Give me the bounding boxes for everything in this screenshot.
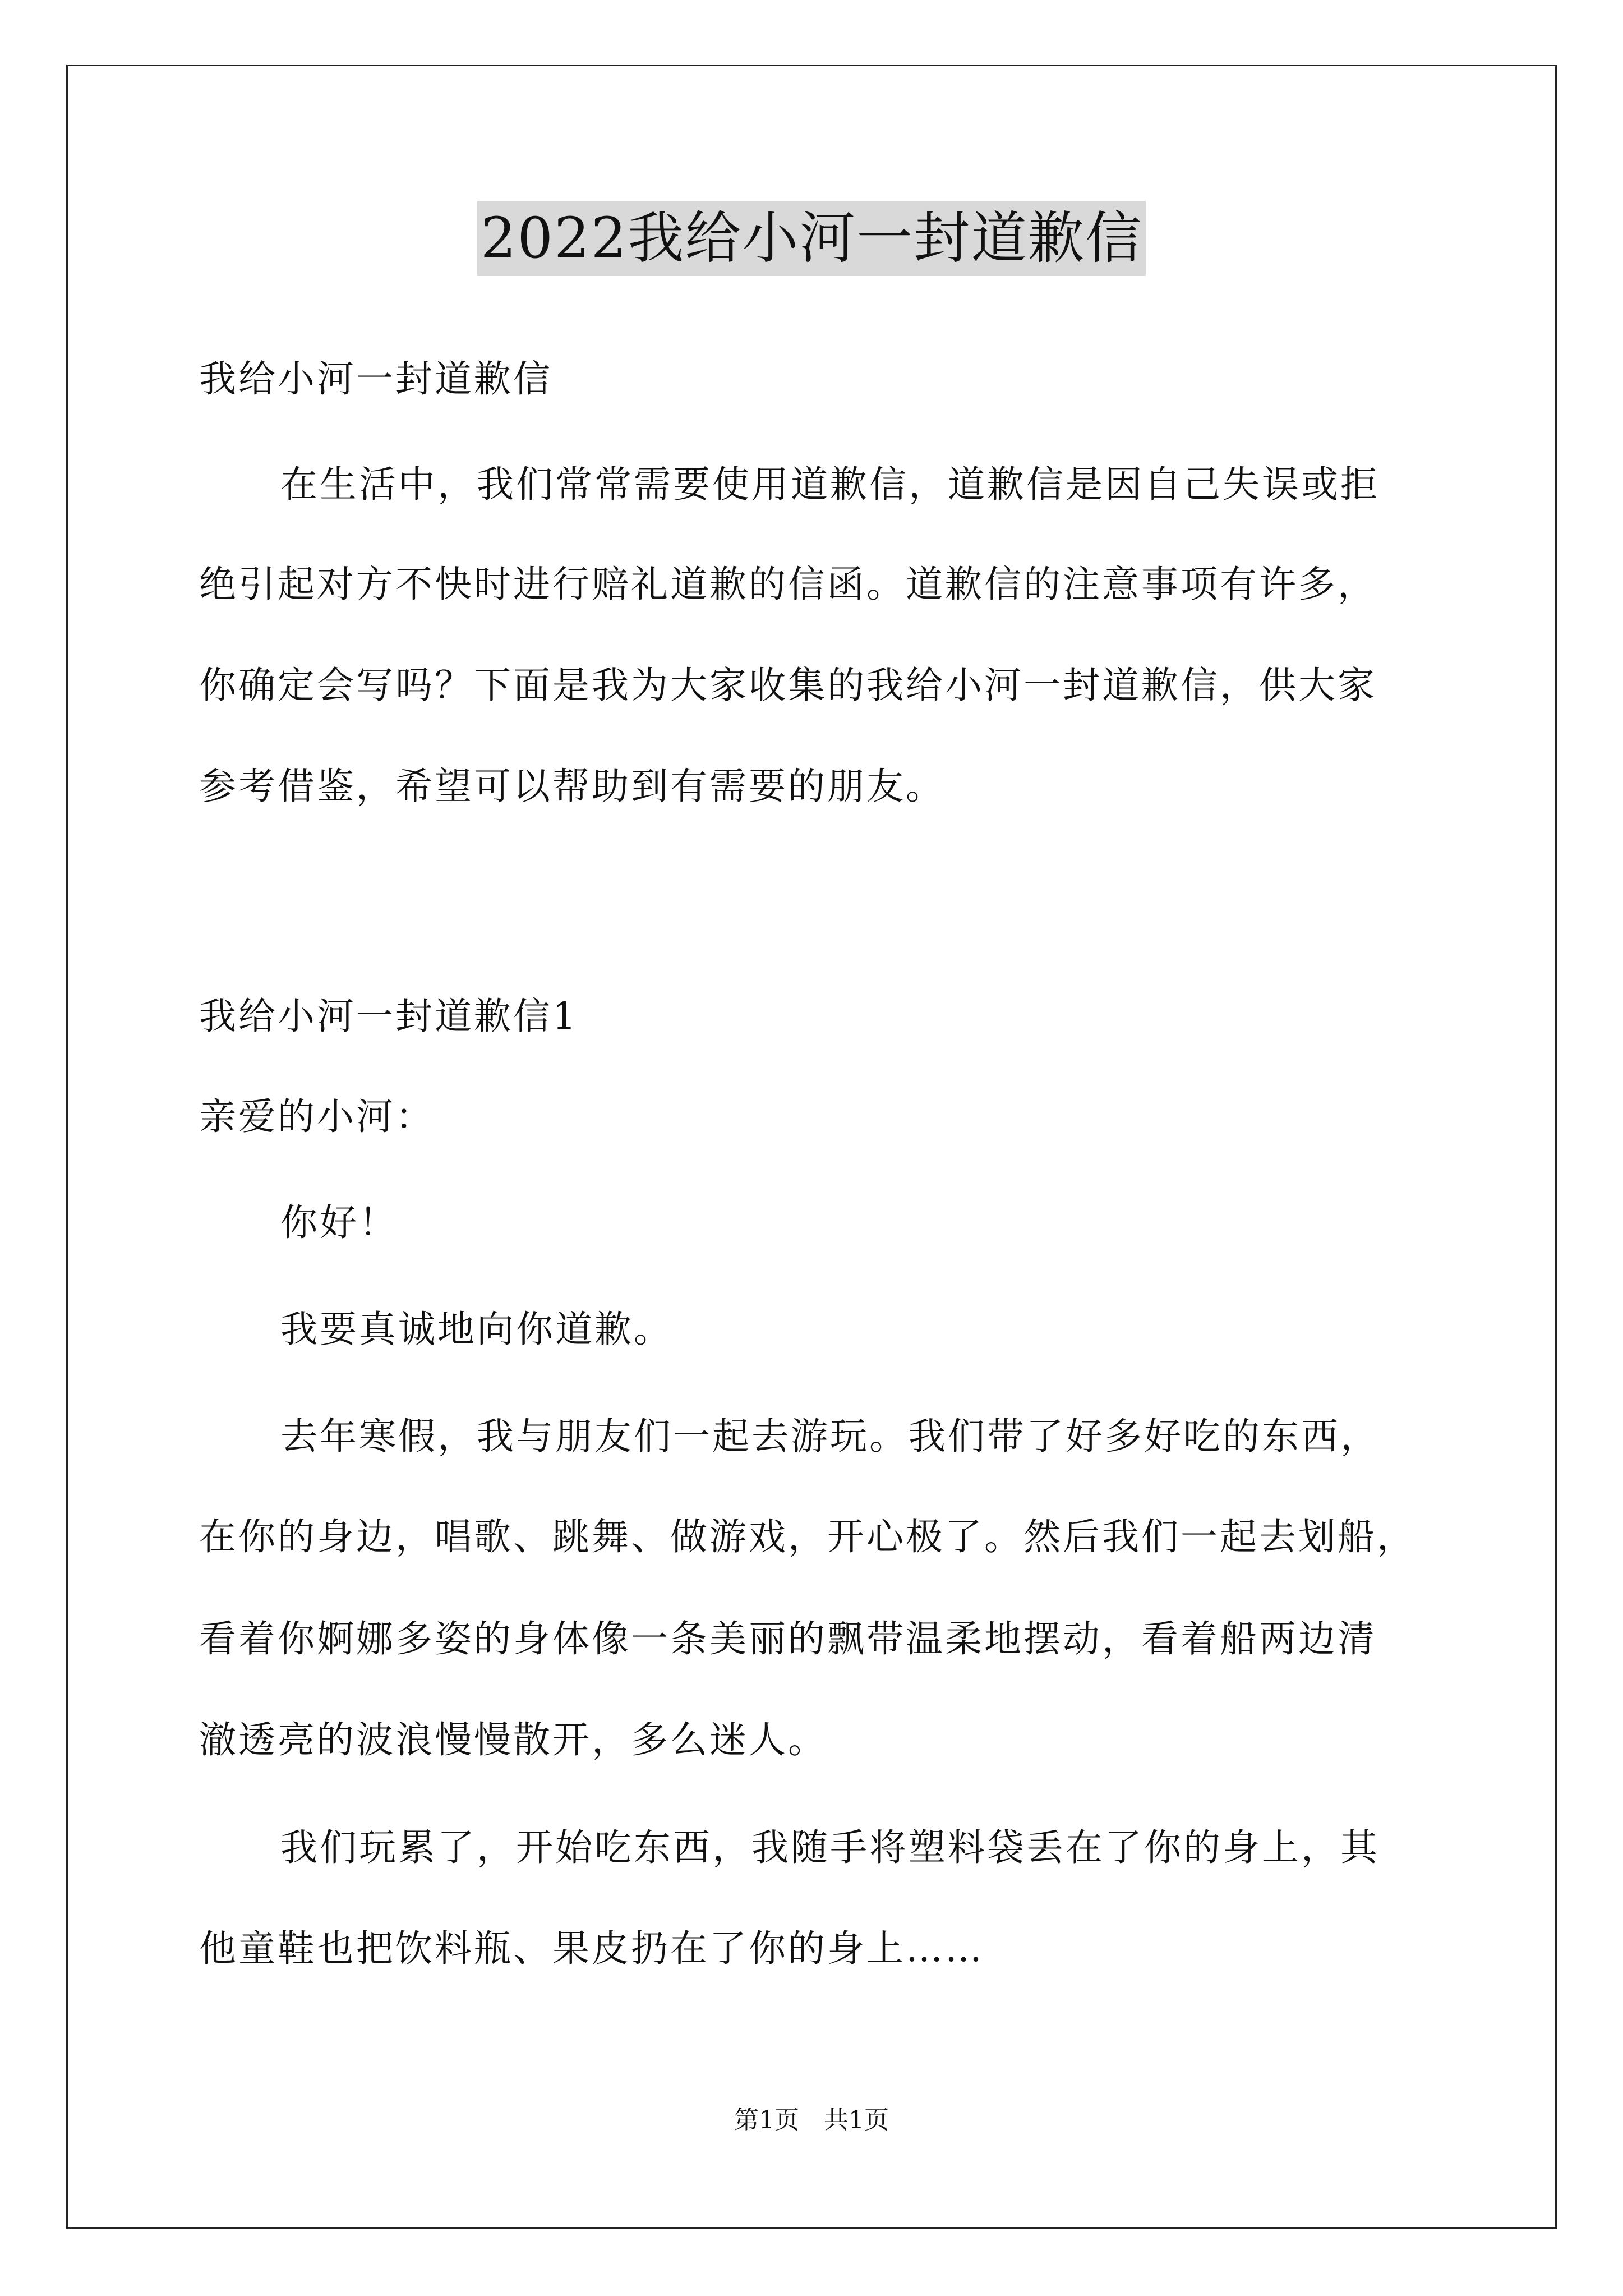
intro-line-4: 参考借鉴，希望可以帮助到有需要的朋友。 [199,765,945,808]
letter-paragraph-1: 我要真诚地向你道歉。 [280,1308,673,1351]
page-footer: 第1页 共1页 [734,2106,889,2134]
intro-line-2: 绝引起对方不快时进行赔礼道歉的信函。道歉信的注意事项有许多， [199,563,1377,606]
document-title: 2022我给小河一封道歉信 [477,201,1146,276]
letter-p2-line-2: 在你的身边，唱歌、跳舞、做游戏，开心极了。然后我们一起去划船， [199,1515,1416,1558]
letter-p2-line-1: 去年寒假，我与朋友们一起去游玩。我们带了好多好吃的东西， [280,1415,1380,1458]
letter-greeting: 你好！ [280,1201,398,1244]
letter-heading: 我给小河一封道歉信1 [199,995,578,1038]
letter-p3-line-1: 我们玩累了，开始吃东西，我随手将塑料袋丢在了你的身上，其 [280,1826,1380,1869]
intro-line-1: 在生活中，我们常常需要使用道歉信，道歉信是因自己失误或拒 [280,463,1380,506]
letter-p2-line-3: 看着你婀娜多姿的身体像一条美丽的飘带温柔地摆动，看着船两边清 [199,1617,1377,1660]
title-block [0,201,1623,276]
subtitle: 我给小河一封道歉信 [199,357,552,401]
letter-p3-line-2: 他童鞋也把饮料瓶、果皮扔在了你的身上…… [199,1927,984,1970]
intro-line-3: 你确定会写吗？下面是我为大家收集的我给小河一封道歉信，供大家 [199,664,1377,707]
letter-salutation: 亲爱的小河： [199,1095,435,1138]
letter-p2-line-4: 澈透亮的波浪慢慢散开，多么迷人。 [199,1718,827,1761]
